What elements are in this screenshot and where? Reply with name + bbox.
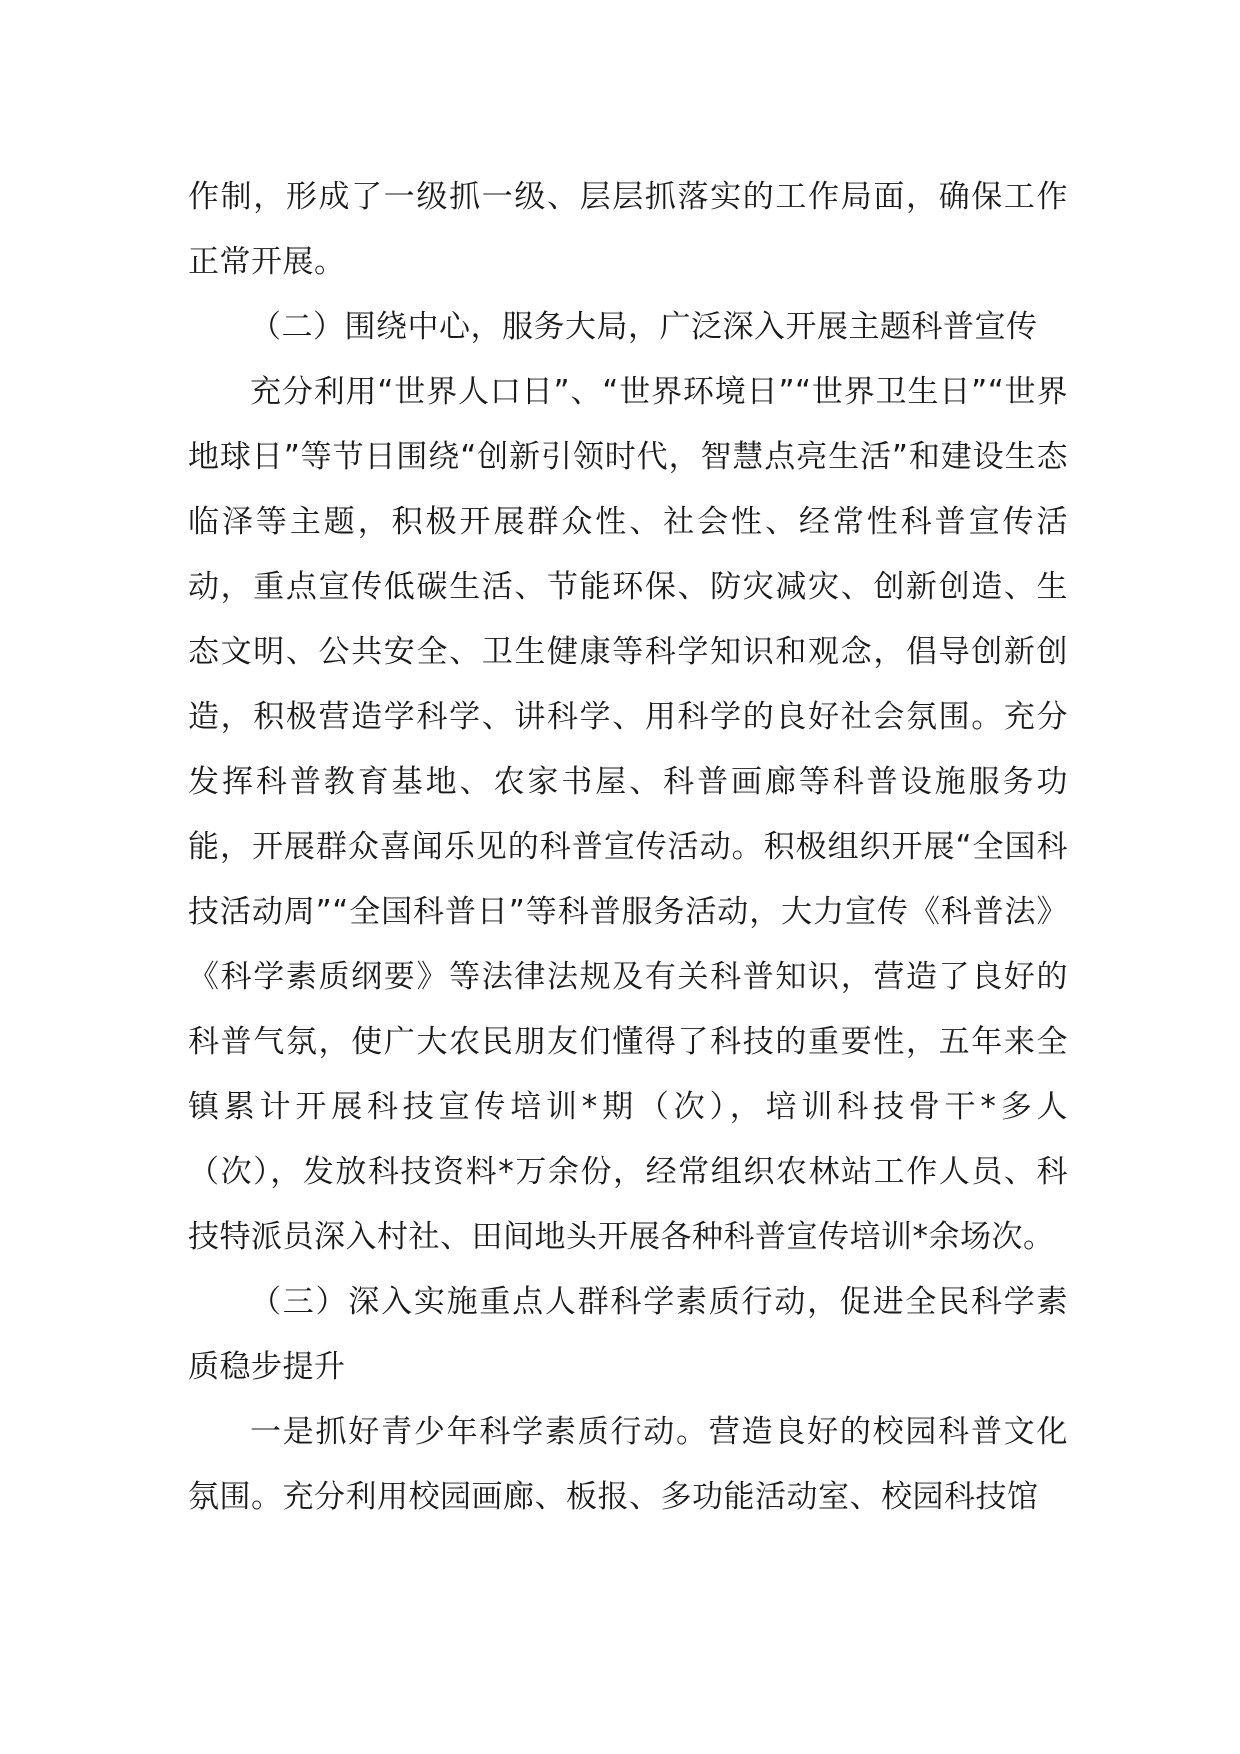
paragraph-continuation: 作制，形成了一级抓一级、层层抓落实的工作局面，确保工作正常开展。 bbox=[188, 179, 1068, 280]
section-heading-two: （二）围绕中心，服务大局，广泛深入开展主题科普宣传 bbox=[250, 309, 1038, 345]
paragraph-youth-science: 一是抓好青少年科学素质行动。营造良好的校园科普文化氛围。充分利用校园画廊、板报、多功能活动室、校园科技馆 bbox=[188, 1414, 1068, 1515]
section-heading-three: （三）深入实施重点人群科学素质行动，促进全民科学素质稳步提升 bbox=[188, 1284, 1068, 1385]
paragraph-science-publicity: 充分利用“世界人口日”、“世界环境日”“世界卫生日”“世界地球日”等节日围绕“创新引领时代，智慧点亮生活”和建设生态临泽等主题，积极开展群众性、社会性、经常性科普宣传活动，重点宣传低碳生活、节能环保、防灾减灾、创新创造、生态文明、公共安全、卫生健康等科学知识和观念，倡导创新创造，积极营造学科学、讲科学、用科学的良好社会氛围。充分发挥科普教育基地、农家书屋、科普画廊等科普设施服务功能，开展群众喜闻乐见的科普宣传活动。积极组织开展“全国科技活动周”“全国科普日”等科普服务活动，大力宣传《科普法》《科学素质纲要》等法律法规及有关科普知识，营造了良好的科普气氛，使广大农民朋友们懂得了科技的重要性，五年来全镇累计开展科技宣传培训*期（次），培训科技骨干*多人（次），发放科技资料*万余份，经常组织农林站工作人员、科技特派员深入村社、田间地头开展各种科普宣传培训*余场次。 bbox=[188, 374, 1068, 1255]
document-body bbox=[188, 165, 1068, 1530]
